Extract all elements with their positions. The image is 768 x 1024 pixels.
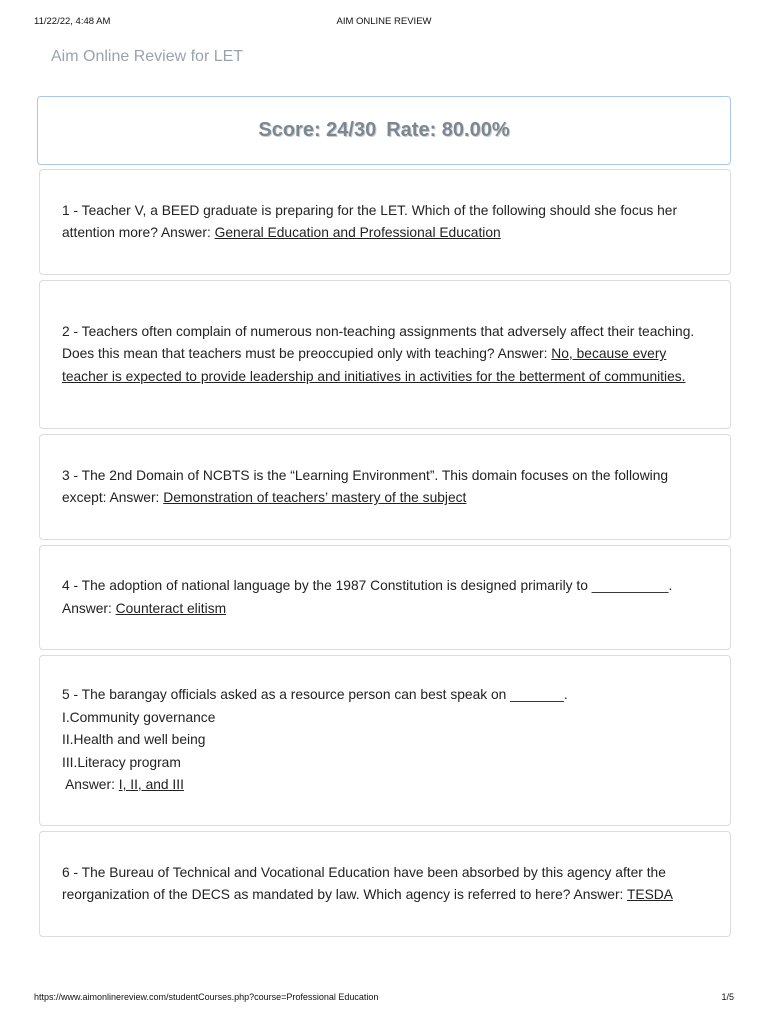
question-text-6 [62, 862, 708, 907]
score-text: Score: 24/30 [258, 119, 377, 141]
question-card-5 [39, 655, 731, 826]
question-4-prompt: 4 - The adoption of national language by the 1987 Constitution is designed primarily to __________. Answer: [62, 578, 673, 616]
question-1-answer: General Education and Professional Education [214, 225, 501, 240]
question-5-answer-line [62, 774, 568, 797]
question-text-5 [62, 684, 568, 797]
question-5-option-3: III.Literacy program [62, 754, 181, 770]
question-2-prompt: 2 - Teachers often complain of numerous non-teaching assignments that adversely affect their teaching. Does this mean that teachers must be preoccupied only with teaching? Answer: [62, 323, 695, 362]
print-datetime: 11/22/22, 4:48 AM [34, 16, 111, 27]
question-4-answer: Counteract elitism [115, 600, 227, 616]
score-card [37, 96, 731, 165]
print-header [34, 16, 734, 30]
question-card-2 [39, 280, 731, 429]
question-card-3 [39, 434, 731, 540]
question-6-answer: TESDA [626, 887, 673, 902]
question-5-option-1: I.Community governance [62, 709, 216, 725]
site-title[interactable]: Aim Online Review for LET [51, 48, 244, 65]
question-3-prompt: 3 - The 2nd Domain of NCBTS is the “Learning Environment”. This domain focuses on the following except: Answer: [62, 467, 669, 505]
question-5-prompt: 5 - The barangay officials asked as a resource person can best speak on _______. [62, 687, 568, 703]
question-card-6 [39, 831, 731, 937]
question-card-1 [39, 169, 731, 275]
question-card-4 [39, 545, 731, 650]
print-url: https://www.aimonlinereview.com/studentCourses.php?course=Professional Education [34, 992, 379, 1002]
question-text-4 [62, 575, 708, 620]
page-number: 1/5 [721, 992, 734, 1002]
question-text-3 [62, 465, 708, 510]
question-1-prompt: 1 - Teacher V, a BEED graduate is preparing for the LET. Which of the following should she focus her attention more? Answer: [62, 202, 678, 240]
question-6-prompt: 6 - The Bureau of Technical and Vocational Education have been absorbed by this agency after the reorganization of the DECS as mandated by law. Which agency is referred to here? Answer: [62, 864, 666, 902]
question-2-answer: No, because every teacher is expected to provide leadership and initiatives in activities for the betterment of communities. [62, 346, 686, 384]
question-5-answer: I, II, and III [118, 777, 184, 793]
question-5-option-2: II.Health and well being [62, 732, 206, 748]
question-5-answer-label: Answer: [62, 777, 119, 793]
question-3-answer: Demonstration of teachers’ mastery of the subject [163, 490, 467, 505]
question-text-2 [62, 321, 708, 389]
print-title: AIM ONLINE REVIEW [336, 16, 432, 27]
print-footer [34, 992, 734, 1004]
question-text-1 [62, 200, 708, 245]
rate-text: Rate: 80.00% [386, 119, 510, 141]
